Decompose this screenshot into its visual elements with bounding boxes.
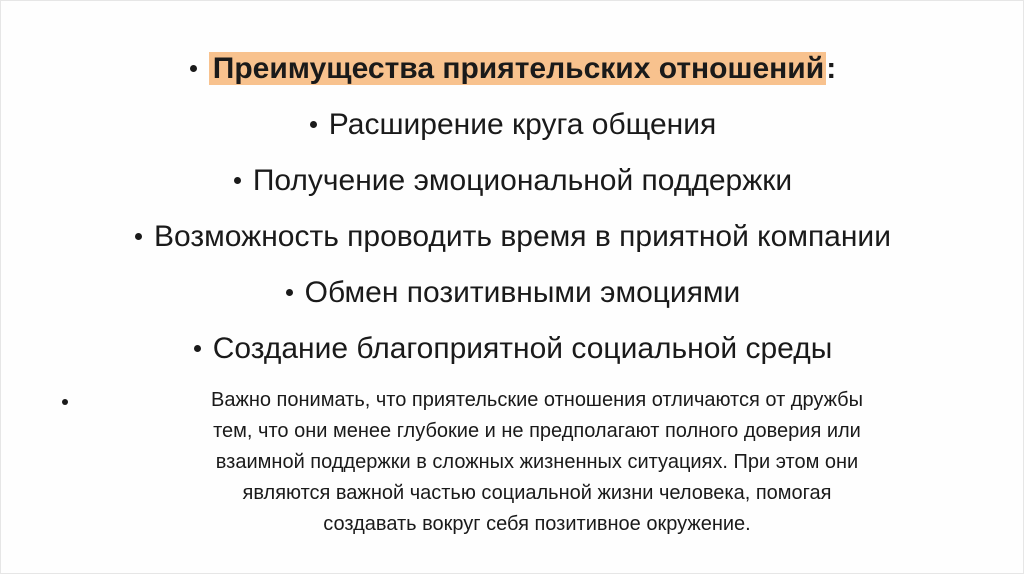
list-item-text: Расширение круга общения <box>328 108 717 141</box>
bullet-icon <box>286 289 293 296</box>
bullet-icon <box>310 121 317 128</box>
list-item <box>1 329 1024 369</box>
list-item <box>1 273 1024 313</box>
list-item <box>1 161 1024 201</box>
bullet-icon <box>190 65 197 72</box>
list-item-text: Получение эмоциональной поддержки <box>252 164 793 197</box>
bullet-icon <box>194 345 201 352</box>
note-paragraph <box>57 385 987 540</box>
note-line: являются важной частью социальной жизни человека, помогая <box>242 482 832 504</box>
list-item-text: Создание благоприятной социальной среды <box>212 332 833 365</box>
note-line: тем, что они менее глубокие и не предполагают полного доверия или <box>213 420 861 442</box>
bullet-icon <box>62 399 68 405</box>
heading-colon: : <box>826 52 837 85</box>
list-item-text: Обмен позитивными эмоциями <box>304 276 741 309</box>
note-line: Важно понимать, что приятельские отношения отличаются от дружбы <box>210 389 864 411</box>
note-line: создавать вокруг себя позитивное окружение. <box>323 513 751 535</box>
heading-title: Преимущества приятельских отношений <box>209 52 826 85</box>
list-item-text: Возможность проводить время в приятной компании <box>154 220 891 253</box>
bullet-icon <box>234 177 241 184</box>
heading-line <box>1 49 1024 89</box>
note-text <box>57 385 987 540</box>
list-item <box>1 105 1024 145</box>
bullet-icon <box>135 233 142 240</box>
note-line: взаимной поддержки в сложных жизненных ситуациях. При этом они <box>215 451 859 473</box>
list-item <box>1 217 1024 257</box>
